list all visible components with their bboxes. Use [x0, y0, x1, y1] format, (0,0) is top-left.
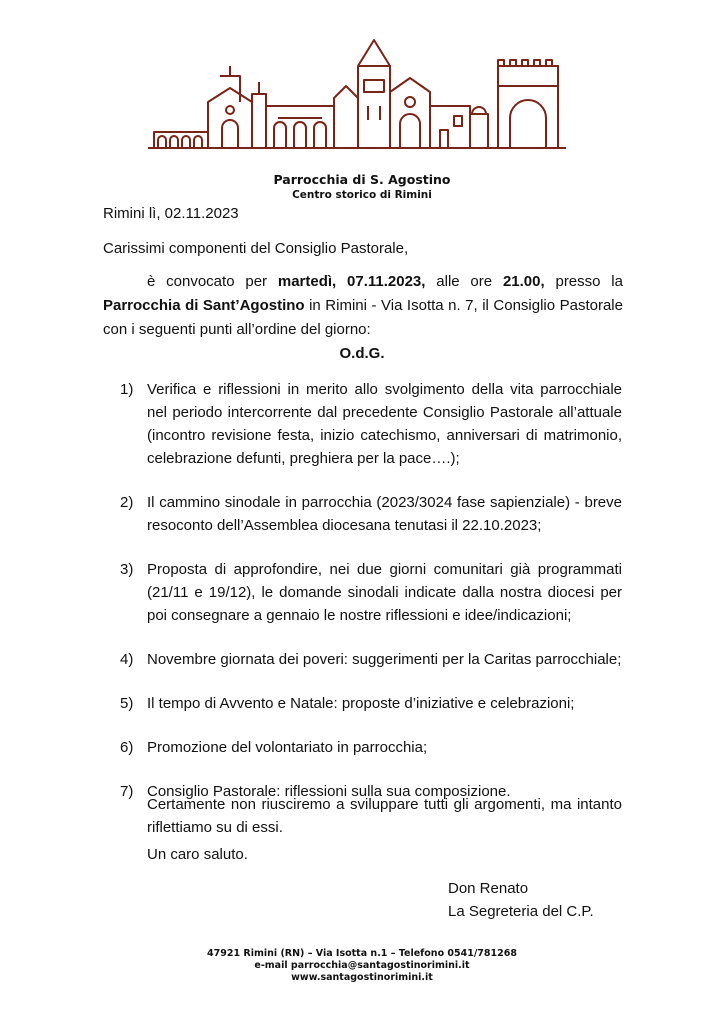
letterhead: [0, 172, 724, 201]
agenda-item-text: Consiglio Pastorale: riflessioni sulla sua composizione.: [147, 783, 511, 800]
intro-text: in Rimini - Via Isotta n. 7, il Consiglio Pastorale con i seguenti punti all’ordine del giorno:: [103, 297, 623, 338]
agenda-item: [120, 491, 622, 537]
agenda-item: [120, 736, 622, 759]
footer-email: e-mail parrocchia@santagostinorimini.it: [254, 960, 470, 971]
agenda-item-number: 2): [120, 494, 134, 511]
signature-block: [448, 877, 594, 923]
agenda-item-text: Il tempo di Avvento e Natale: proposte d’iniziative e celebrazioni;: [147, 695, 575, 712]
parish-subtitle: Centro storico di Rimini: [292, 189, 432, 201]
letter-date: Rimini lì, 02.11.2023: [103, 205, 239, 222]
agenda-title: O.d.G.: [339, 345, 385, 362]
agenda-item: [120, 648, 622, 671]
agenda-item: [120, 692, 622, 715]
footer-website: www.santagostinorimini.it: [291, 972, 433, 983]
footer-address: 47921 Rimini (RN) – Via Isotta n.1 – Telefono 0541/781268: [207, 948, 517, 959]
meeting-time: 21.00,: [502, 273, 545, 290]
agenda-item-text: Promozione del volontariato in parrocchia;: [147, 739, 428, 756]
agenda-item: [120, 558, 622, 627]
signature-role: La Segreteria del C.P.: [448, 903, 594, 920]
agenda-item-text: Il cammino sinodale in parrocchia (2023/3024 fase sapienziale) - breve resoconto dell’Assemblea diocesana tenutasi il 22.10.2023;: [147, 494, 622, 534]
agenda-list: [120, 378, 622, 824]
letter-intro-paragraph: [103, 270, 623, 342]
meeting-place: Parrocchia di Sant’Agostino: [103, 297, 305, 314]
agenda-item-number: 3): [120, 561, 134, 578]
closing-salutation: Un caro saluto.: [147, 846, 248, 863]
signature-name: Don Renato: [448, 880, 529, 897]
intro-text: presso la: [544, 273, 623, 290]
agenda-item: [120, 378, 622, 470]
parish-name: Parrocchia di S. Agostino: [273, 172, 451, 187]
meeting-day: martedì, 07.11.2023,: [277, 273, 426, 290]
agenda-item-number: 6): [120, 739, 134, 756]
agenda-item-number: 4): [120, 651, 134, 668]
intro-text: è convocato per: [147, 273, 278, 290]
parish-skyline-logo: [148, 36, 566, 152]
agenda-item-number: 1): [120, 381, 134, 398]
agenda-item-text: Novembre giornata dei poveri: suggerimenti per la Caritas parrocchiale;: [147, 651, 622, 668]
letter-footer: [0, 948, 724, 984]
intro-text: alle ore: [425, 273, 503, 290]
letter-greeting: Carissimi componenti del Consiglio Pastorale,: [103, 240, 409, 257]
agenda-item-text: Verifica e riflessioni in merito allo svolgimento della vita parrocchiale nel periodo intercorrente dal precedente Consiglio Pastorale all’attuale (incontro revisione festa, inizio catechismo, anniversari di matrimonio, celebrazione defunti, preghiera per la pace….);: [147, 381, 622, 467]
agenda-item-text: Proposta di approfondire, nei due giorni comunitari già programmati (21/11 e 19/12), le domande sinodali indicate dalla nostra diocesi per poi consegnare a gennaio le nostre riflessioni e idee/indicazioni;: [147, 561, 622, 624]
agenda-item-number: 7): [120, 783, 134, 800]
closing-paragraph: Certamente non riusciremo a sviluppare tutti gli argomenti, ma intanto riflettiamo su di essi.: [147, 796, 622, 836]
agenda-item-number: 5): [120, 695, 134, 712]
